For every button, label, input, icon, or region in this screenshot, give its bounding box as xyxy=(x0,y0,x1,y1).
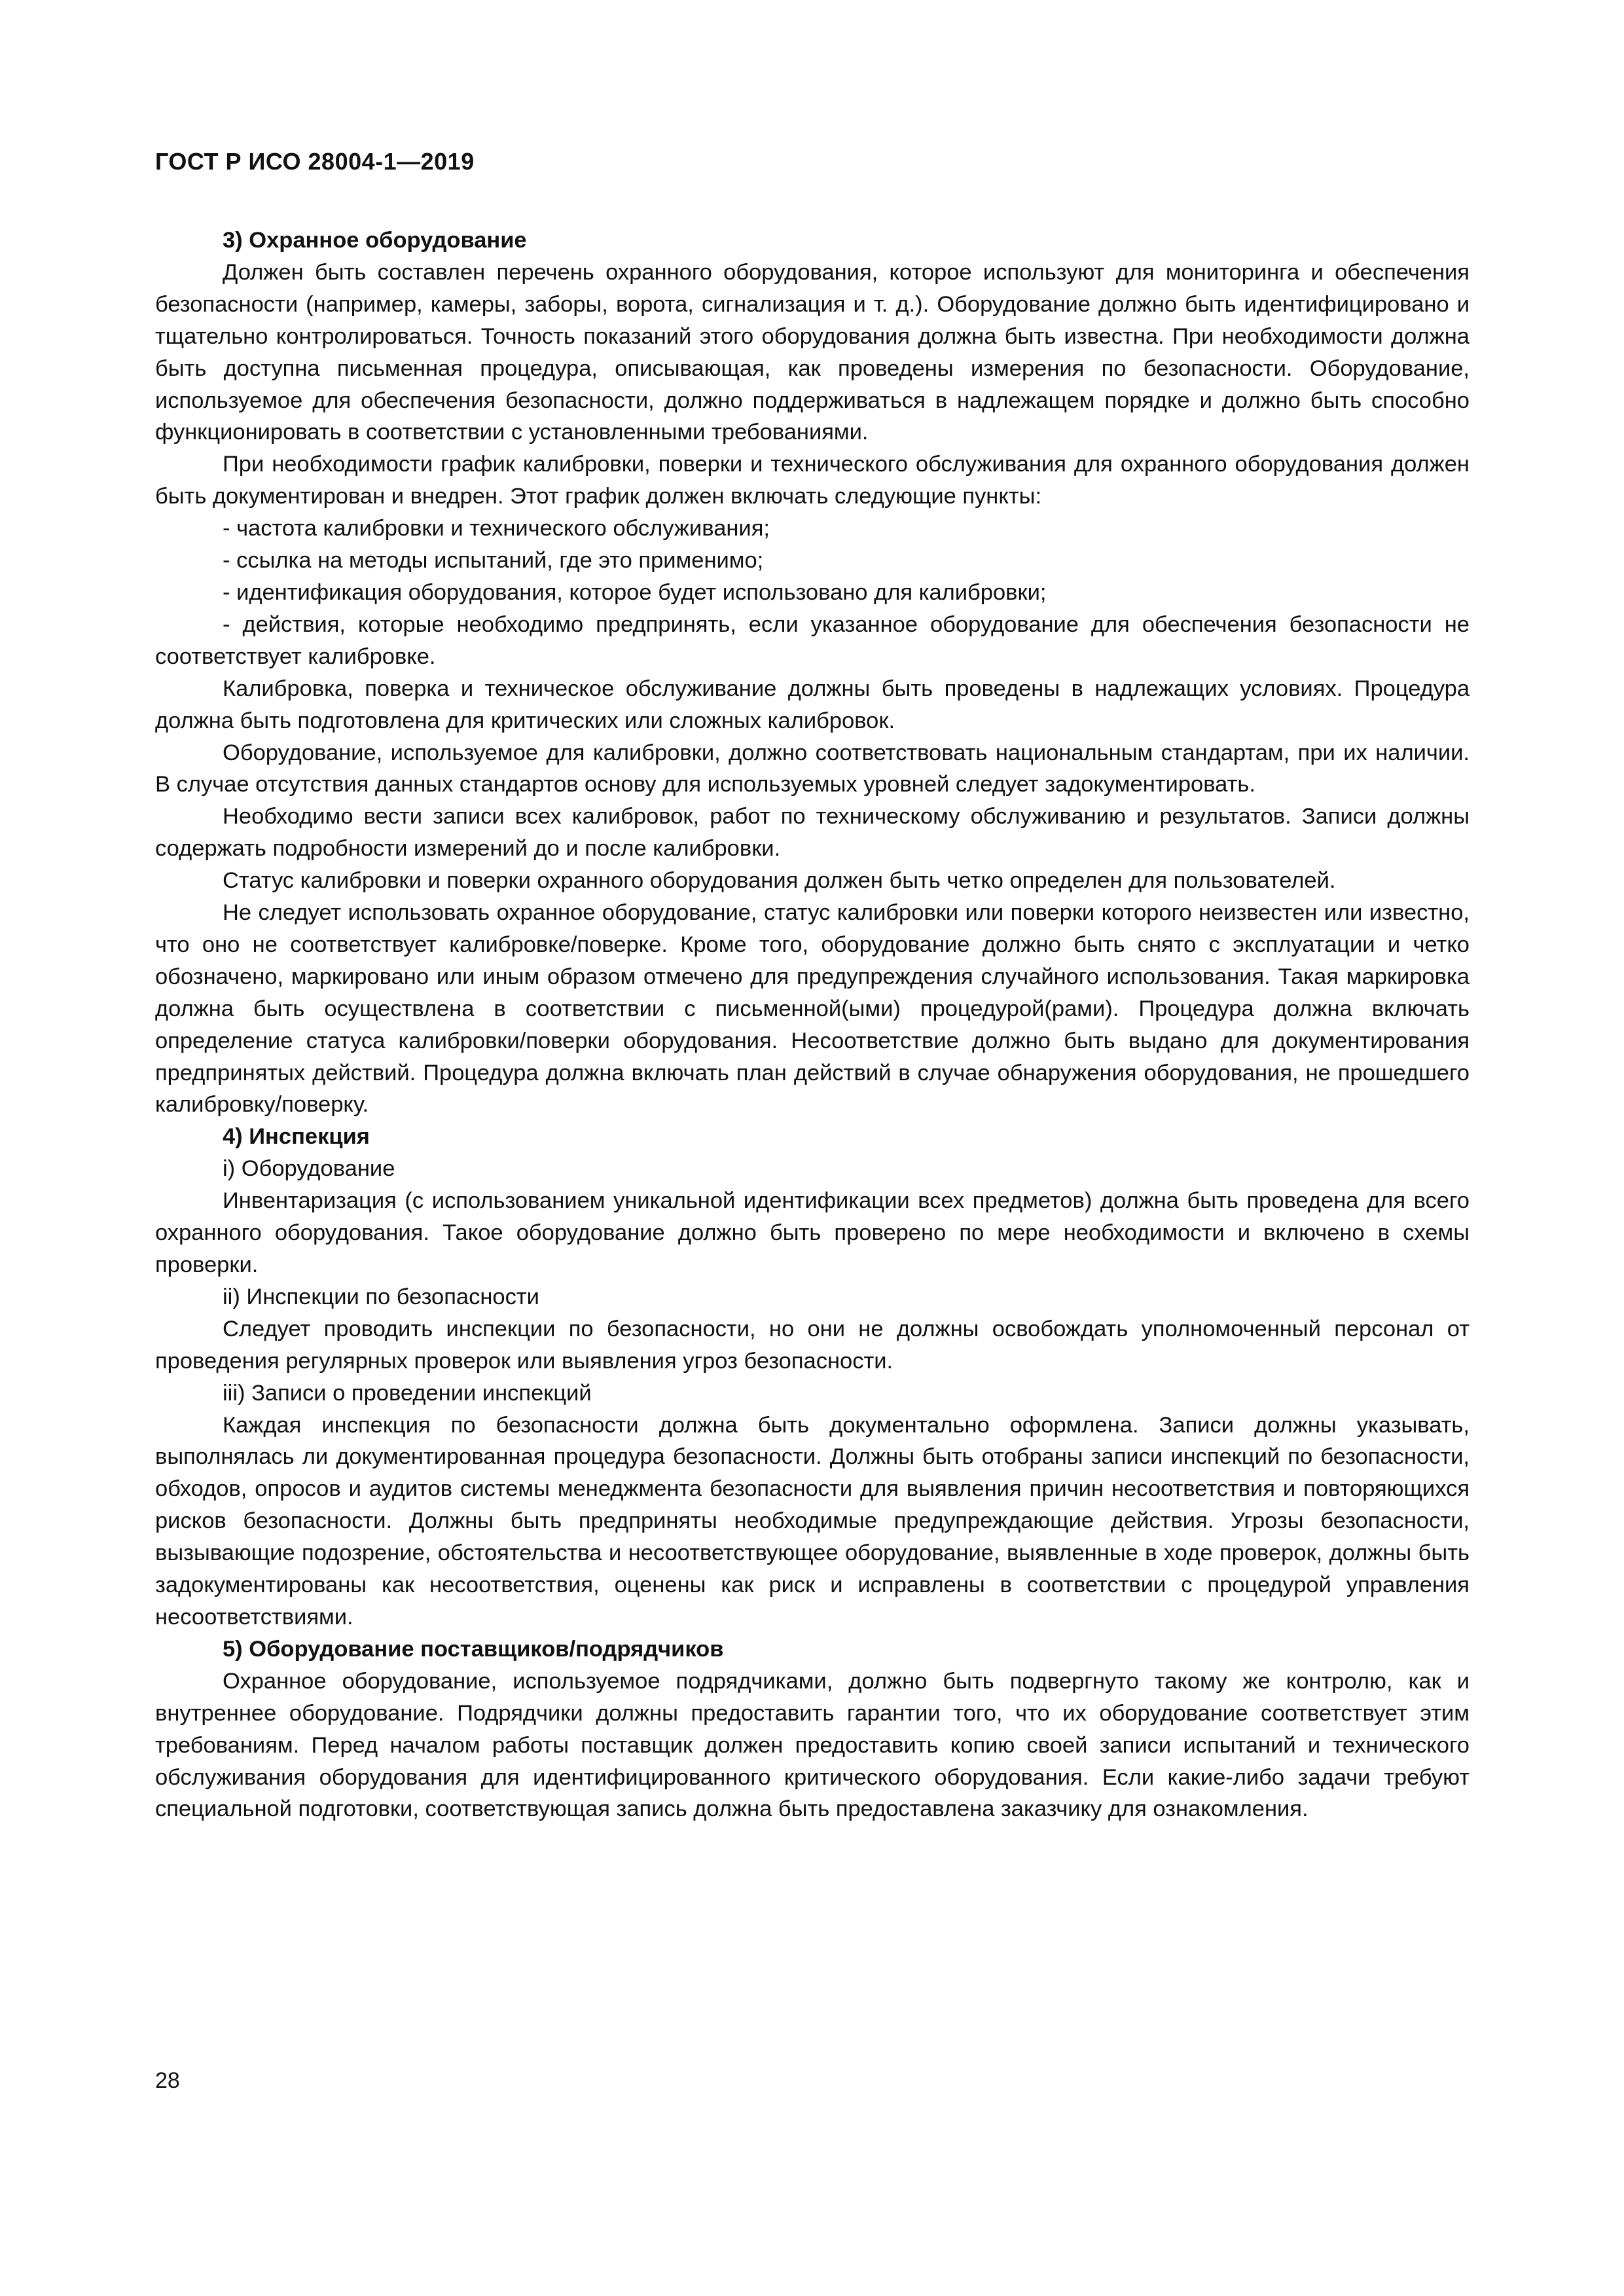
section-4-subheading-3: iii) Записи о проведении инспекций xyxy=(223,1380,592,1406)
section-3-paragraph-1: Должен быть составлен перечень охранного оборудования, которое используют для мониторинга и обеспечения безопасности (например, камеры, заборы, ворота, сигнализация и т. д.). Оборудование должно быть идентифицировано и тщательно контролироваться. Точность показаний этого оборудования должна быть известна. При необходимости должна быть доступна письменная процедура, описывающая, как проведены измерения по безопасности. Оборудование, используемое для обеспечения безопасности, должно поддерживаться в надлежащем порядке и должно быть способно функционировать в соответствии с установленными требованиями. xyxy=(155,259,1470,445)
section-3-paragraph-6: Статус калибровки и поверки охранного оборудования должен быть четко определен для пользователей. xyxy=(223,868,1336,894)
section-3-paragraph-4: Оборудование, используемое для калибровки, должно соответствовать национальным стандартам, при их наличии. В случае отсутствия данных стандартов основу для используемых уровней следует задокументировать. xyxy=(155,740,1470,797)
page-number: 28 xyxy=(155,2068,180,2093)
section-4-paragraph-1: Инвентаризация (с использованием уникальной идентификации всех предметов) должна быть проведена для всего охранного оборудования. Такое оборудование должно быть проверено по мере необходимости и включено в схемы проверки. xyxy=(155,1188,1470,1277)
section-3-paragraph-2: При необходимости график калибровки, поверки и технического обслуживания для охранного оборудования должен быть документирован и внедрен. Этот график должен включать следующие пункты: xyxy=(155,452,1470,509)
section-3-heading: 3) Охранное оборудование xyxy=(223,228,527,253)
list-item: - ссылка на методы испытаний, где это применимо; xyxy=(223,548,764,574)
section-4-subheading-2: ii) Инспекции по безопасности xyxy=(223,1284,539,1309)
document-header: ГОСТ Р ИСО 28004-1—2019 xyxy=(155,148,475,175)
section-4-subheading-1: i) Оборудование xyxy=(223,1156,395,1182)
section-3-paragraph-3: Калибровка, поверка и техническое обслуживание должны быть проведены в надлежащих условиях. Процедура должна быть подготовлена для критических или сложных калибровок. xyxy=(155,676,1470,733)
list-item: - частота калибровки и технического обслуживания; xyxy=(223,516,770,541)
section-3-paragraph-5: Необходимо вести записи всех калибровок, работ по техническому обслуживанию и результатов. Записи должны содержать подробности измерений до и после калибровки. xyxy=(155,804,1470,862)
list-item: - действия, которые необходимо предпринять, если указанное оборудование для обеспечения безопасности не соответствует калибровке. xyxy=(155,611,1470,669)
section-3-paragraph-7: Не следует использовать охранное оборудование, статус калибровки или поверки которого неизвестен или известно, что оно не соответствует калибровке/поверке. Кроме того, оборудование должно быть снято с эксплуатации и четко обозначено, маркировано или иным образом отмечено для предупреждения случайного использования. Такая маркировка должна быть осуществлена в соответствии с письменной(ыми) процедурой(рами). Процедура должна включать определение статуса калибровки/поверки оборудования. Несоответствие должно быть выдано для документирования предпринятых действий. Процедура должна включать план действий в случае обнаружения оборудования, не прошедшего калибровку/поверку. xyxy=(155,900,1470,1118)
section-4-heading: 4) Инспекция xyxy=(223,1124,370,1150)
document-body xyxy=(155,225,1470,1825)
section-4-paragraph-2: Следует проводить инспекции по безопасности, но они не должны освобождать уполномоченный персонал от проведения регулярных проверок или выявления угроз безопасности. xyxy=(155,1316,1470,1374)
list-item: - идентификация оборудования, которое будет использовано для калибровки; xyxy=(223,579,1047,605)
section-5-paragraph-1: Охранное оборудование, используемое подрядчиками, должно быть подвергнуто такому же контролю, как и внутреннее оборудование. Подрядчики должны предоставить гарантии того, что их оборудование соответствует этим требованиям. Перед началом работы поставщик должен предоставить копию своей записи испытаний и технического обслуживания оборудования для идентифицированного критического оборудования. Если какие-либо задачи требуют специальной подготовки, соответствующая запись должна быть предоставлена заказчику для ознакомления. xyxy=(155,1668,1470,1822)
section-4-paragraph-3: Каждая инспекция по безопасности должна быть документально оформлена. Записи должны указывать, выполнялась ли документированная процедура безопасности. Должны быть отобраны записи инспекций по безопасности, обходов, опросов и аудитов системы менеджмента безопасности для выявления причин несоответствия и повторяющихся рисков безопасности. Должны быть предприняты необходимые предупреждающие действия. Угрозы безопасности, вызывающие подозрение, обстоятельства и несоответствующее оборудование, выявленные в ходе проверок, должны быть задокументированы как несоответствия, оценены как риск и исправлены в соответствии с процедурой управления несоответствиями. xyxy=(155,1412,1470,1630)
section-5-heading: 5) Оборудование поставщиков/подрядчиков xyxy=(223,1636,724,1662)
